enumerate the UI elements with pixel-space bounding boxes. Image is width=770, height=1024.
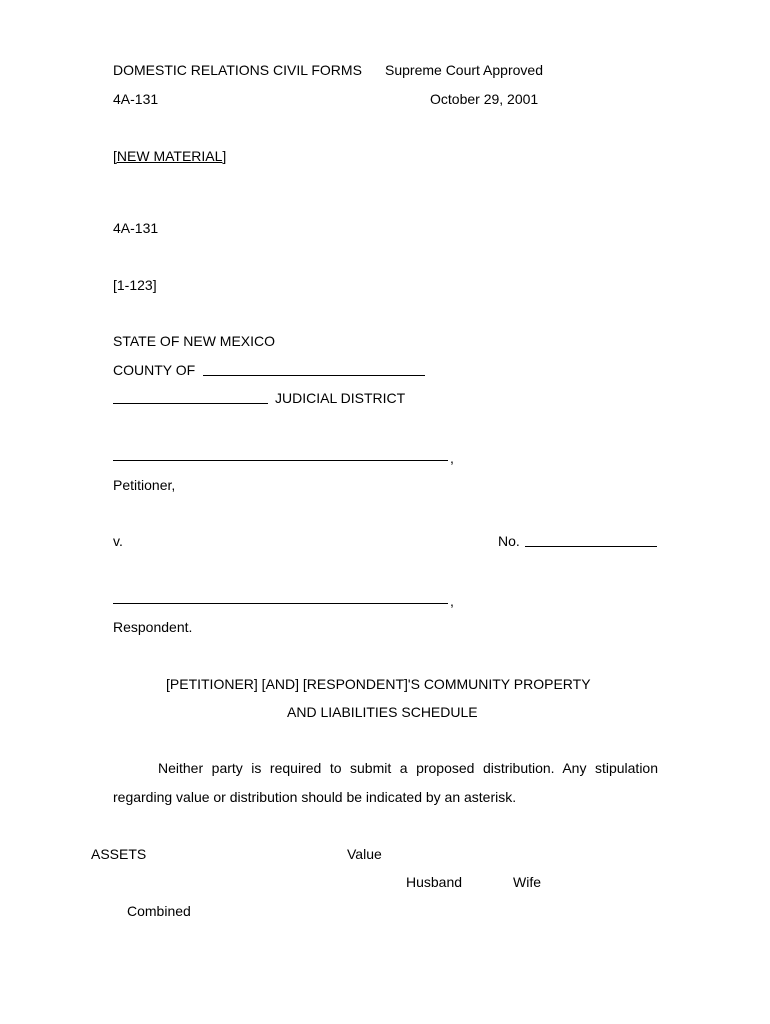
document-title-line1: [PETITIONER] [AND] [RESPONDENT]'S COMMUNITY PROPERTY [166,676,591,692]
respondent-label: Respondent. [113,619,193,635]
prior-form-number: [1-123] [113,277,157,293]
district-blank[interactable] [113,403,268,404]
versus-label: v. [113,533,123,549]
assets-header: ASSETS [91,846,147,862]
forms-title: DOMESTIC RELATIONS CIVIL FORMS [113,62,362,78]
new-material-note: [NEW MATERIAL] [113,148,227,164]
district-label: JUDICIAL DISTRICT [275,390,406,406]
petitioner-name-blank[interactable] [113,460,448,461]
value-header: Value [347,846,382,862]
combined-header: Combined [127,903,191,919]
document-title-line2: AND LIABILITIES SCHEDULE [287,704,478,720]
approval-note: Supreme Court Approved [385,62,543,78]
petitioner-comma: , [450,450,454,466]
form-number-repeat: 4A-131 [113,220,159,236]
husband-header: Husband [406,874,463,890]
case-no-blank[interactable] [525,546,657,547]
instructions-paragraph: Neither party is required to submit a proposed distribution. Any stipulation regarding value or distribution should be indicated by an asterisk. [113,760,658,805]
wife-header: Wife [513,874,541,890]
form-number: 4A-131 [113,91,159,107]
respondent-comma: , [450,593,454,609]
petitioner-label: Petitioner, [113,477,176,493]
approval-date: October 29, 2001 [430,91,539,107]
county-blank[interactable] [203,375,425,376]
case-no-label: No. [498,533,520,549]
state-label: STATE OF NEW MEXICO [113,333,276,349]
county-label: COUNTY OF [113,362,196,378]
respondent-name-blank[interactable] [113,603,448,604]
